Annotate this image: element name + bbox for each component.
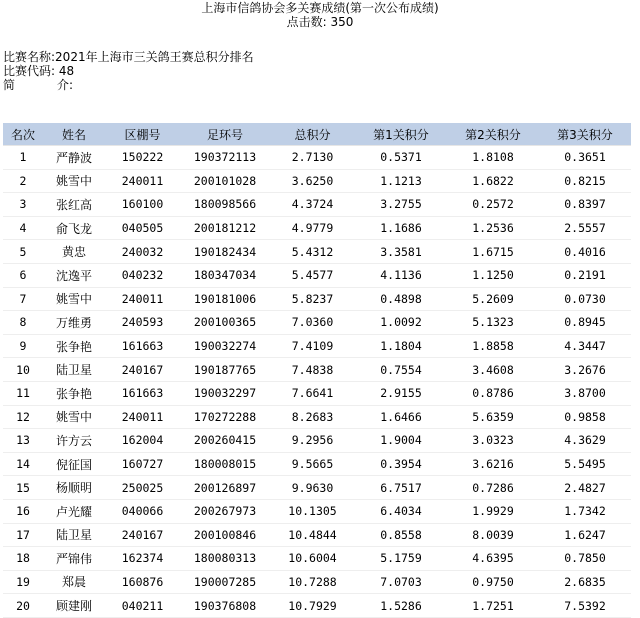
competition-code-value: 48 [58,64,75,78]
table-cell: 10.4844 [270,523,355,547]
table-cell: 200101028 [180,169,270,193]
table-cell: 0.7554 [355,358,447,382]
table-cell: 陆卫星 [43,358,105,382]
table-cell: 1 [3,146,43,170]
table-cell: 250025 [105,476,180,500]
table-cell: 1.5286 [355,594,447,618]
table-cell: 沈逸平 [43,263,105,287]
table-cell: 张红高 [43,193,105,217]
table-cell: 1.7342 [539,499,631,523]
table-cell: 1.1213 [355,169,447,193]
table-cell: 1.0092 [355,311,447,335]
table-cell: 240011 [105,287,180,311]
competition-name-row [3,50,254,64]
table-cell: 2.6835 [539,570,631,594]
table-cell: 162004 [105,429,180,453]
table-cell: 0.9750 [447,570,539,594]
table-cell: 6 [3,263,43,287]
table-cell: 240167 [105,523,180,547]
table-cell: 200267973 [180,499,270,523]
table-row [3,263,631,287]
table-cell: 1.6822 [447,169,539,193]
table-cell: 0.7286 [447,476,539,500]
table-row [3,476,631,500]
table-cell: 200126897 [180,476,270,500]
table-cell: 11 [3,381,43,405]
table-cell: 3.0323 [447,429,539,453]
table-cell: 162374 [105,547,180,571]
column-header: 第3关积分 [539,123,631,146]
table-cell: 190187765 [180,358,270,382]
table-cell: 9.2956 [270,429,355,453]
table-header-row [3,123,631,146]
table-cell: 0.2572 [447,193,539,217]
table-cell: 张争艳 [43,381,105,405]
table-row [3,169,631,193]
table-cell: 4.3447 [539,334,631,358]
column-header: 足环号 [180,123,270,146]
table-cell: 240593 [105,311,180,335]
table-cell: 0.8945 [539,311,631,335]
table-cell: 2 [3,169,43,193]
table-cell: 0.8786 [447,381,539,405]
table-cell: 5.5495 [539,452,631,476]
table-cell: 200100846 [180,523,270,547]
table-row [3,452,631,476]
table-cell: 0.4898 [355,287,447,311]
table-cell: 万维勇 [43,311,105,335]
table-cell: 郑晨 [43,570,105,594]
table-cell: 1.1250 [447,263,539,287]
table-cell: 1.2536 [447,216,539,240]
table-cell: 180347034 [180,263,270,287]
table-cell: 俞飞龙 [43,216,105,240]
table-cell: 3.6250 [270,169,355,193]
table-cell: 161663 [105,334,180,358]
column-header: 姓名 [43,123,105,146]
table-cell: 0.4016 [539,240,631,264]
table-cell: 4 [3,216,43,240]
table-cell: 18 [3,547,43,571]
table-cell: 1.9004 [355,429,447,453]
table-row [3,405,631,429]
table-cell: 1.6247 [539,523,631,547]
table-cell: 040066 [105,499,180,523]
table-cell: 160100 [105,193,180,217]
table-cell: 10.1305 [270,499,355,523]
table-cell: 0.8215 [539,169,631,193]
results-table [3,123,631,618]
table-cell: 4.3724 [270,193,355,217]
table-cell: 4.6395 [447,547,539,571]
table-cell: 张争艳 [43,334,105,358]
table-cell: 7.5392 [539,594,631,618]
table-cell: 040232 [105,263,180,287]
table-cell: 20 [3,594,43,618]
table-cell: 9 [3,334,43,358]
table-cell: 黄忠 [43,240,105,264]
table-cell: 240011 [105,169,180,193]
table-row [3,216,631,240]
table-cell: 1.8858 [447,334,539,358]
table-cell: 1.6466 [355,405,447,429]
table-row [3,287,631,311]
competition-intro-row [3,78,254,92]
table-cell: 3.8700 [539,381,631,405]
table-cell: 5.2609 [447,287,539,311]
table-cell: 严锦伟 [43,547,105,571]
table-row [3,193,631,217]
table-row [3,429,631,453]
table-cell: 10.7288 [270,570,355,594]
table-cell: 190032274 [180,334,270,358]
table-cell: 10.6004 [270,547,355,571]
competition-name-value: 2021年上海市三关鸽王赛总积分排名 [55,50,254,64]
table-row [3,523,631,547]
table-cell: 9.9630 [270,476,355,500]
results-table-wrap [3,123,631,618]
table-cell: 0.8397 [539,193,631,217]
table-cell: 190372113 [180,146,270,170]
table-cell: 190376808 [180,594,270,618]
table-cell: 2.5557 [539,216,631,240]
table-cell: 170272288 [180,405,270,429]
competition-code-row [3,64,254,78]
table-cell: 5.1759 [355,547,447,571]
table-cell: 15 [3,476,43,500]
table-cell: 0.5371 [355,146,447,170]
table-cell: 5 [3,240,43,264]
table-cell: 3.2676 [539,358,631,382]
table-cell: 5.4312 [270,240,355,264]
table-cell: 3.2755 [355,193,447,217]
competition-info [3,50,254,92]
table-cell: 1.6715 [447,240,539,264]
table-row [3,334,631,358]
table-cell: 3.4608 [447,358,539,382]
table-cell: 19 [3,570,43,594]
table-cell: 190181006 [180,287,270,311]
table-cell: 0.3651 [539,146,631,170]
competition-intro-label-1: 简 [3,78,16,92]
table-cell: 10 [3,358,43,382]
table-row [3,146,631,170]
table-cell: 180098566 [180,193,270,217]
table-cell: 190007285 [180,570,270,594]
table-cell: 4.1136 [355,263,447,287]
table-cell: 3.6216 [447,452,539,476]
table-cell: 1.9929 [447,499,539,523]
table-cell: 150222 [105,146,180,170]
table-cell: 3 [3,193,43,217]
table-cell: 许方云 [43,429,105,453]
table-cell: 姚雪中 [43,405,105,429]
table-body [3,146,631,618]
table-cell: 180080313 [180,547,270,571]
click-count [0,15,640,29]
table-cell: 0.9858 [539,405,631,429]
table-cell: 6.4034 [355,499,447,523]
click-count-value: 350 [330,15,354,29]
table-cell: 240032 [105,240,180,264]
table-cell: 7.6641 [270,381,355,405]
table-cell: 0.7850 [539,547,631,571]
competition-name-label: 比赛名称: [3,50,56,64]
table-row [3,311,631,335]
click-count-label: 点击数: [286,15,327,29]
column-header: 区棚号 [105,123,180,146]
table-cell: 4.9779 [270,216,355,240]
table-cell: 10.7929 [270,594,355,618]
table-cell: 200100365 [180,311,270,335]
table-row [3,547,631,571]
table-cell: 1.7251 [447,594,539,618]
table-cell: 0.3954 [355,452,447,476]
table-cell: 1.1686 [355,216,447,240]
table-cell: 倪征国 [43,452,105,476]
table-cell: 5.4577 [270,263,355,287]
table-cell: 7.4838 [270,358,355,382]
table-cell: 160876 [105,570,180,594]
table-cell: 200181212 [180,216,270,240]
table-cell: 3.3581 [355,240,447,264]
table-cell: 卢光耀 [43,499,105,523]
table-cell: 2.9155 [355,381,447,405]
table-cell: 190032297 [180,381,270,405]
table-cell: 8.2683 [270,405,355,429]
table-cell: 2.7130 [270,146,355,170]
table-cell: 040505 [105,216,180,240]
table-cell: 17 [3,523,43,547]
table-cell: 240167 [105,358,180,382]
table-row [3,570,631,594]
table-cell: 12 [3,405,43,429]
table-cell: 240011 [105,405,180,429]
table-cell: 0.2191 [539,263,631,287]
table-cell: 严静波 [43,146,105,170]
table-cell: 13 [3,429,43,453]
table-cell: 1.1804 [355,334,447,358]
table-cell: 180008015 [180,452,270,476]
table-cell: 8 [3,311,43,335]
competition-intro-label-2: 介: [57,78,74,92]
page-title: 上海市信鸽协会多关赛成绩(第一次公布成绩) [201,1,439,15]
table-cell: 7.0703 [355,570,447,594]
column-header: 第2关积分 [447,123,539,146]
table-row [3,594,631,618]
table-cell: 14 [3,452,43,476]
table-cell: 陆卫星 [43,523,105,547]
table-cell: 16 [3,499,43,523]
table-cell: 5.6359 [447,405,539,429]
table-cell: 4.3629 [539,429,631,453]
table-row [3,240,631,264]
table-row [3,358,631,382]
table-cell: 9.5665 [270,452,355,476]
table-cell: 2.4827 [539,476,631,500]
table-row [3,499,631,523]
table-cell: 7.4109 [270,334,355,358]
table-cell: 0.8558 [355,523,447,547]
table-cell: 姚雪中 [43,169,105,193]
table-cell: 1.8108 [447,146,539,170]
table-row [3,381,631,405]
table-cell: 7 [3,287,43,311]
table-cell: 姚雪中 [43,287,105,311]
column-header: 名次 [3,123,43,146]
table-cell: 6.7517 [355,476,447,500]
column-header: 第1关积分 [355,123,447,146]
table-cell: 200260415 [180,429,270,453]
table-cell: 5.1323 [447,311,539,335]
table-cell: 7.0360 [270,311,355,335]
column-header: 总积分 [270,123,355,146]
table-cell: 顾建刚 [43,594,105,618]
table-cell: 190182434 [180,240,270,264]
page-header [0,0,640,29]
table-cell: 0.0730 [539,287,631,311]
table-cell: 杨顺明 [43,476,105,500]
table-cell: 160727 [105,452,180,476]
table-cell: 5.8237 [270,287,355,311]
table-cell: 161663 [105,381,180,405]
competition-code-label: 比赛代码: [3,64,56,78]
table-cell: 8.0039 [447,523,539,547]
table-cell: 040211 [105,594,180,618]
